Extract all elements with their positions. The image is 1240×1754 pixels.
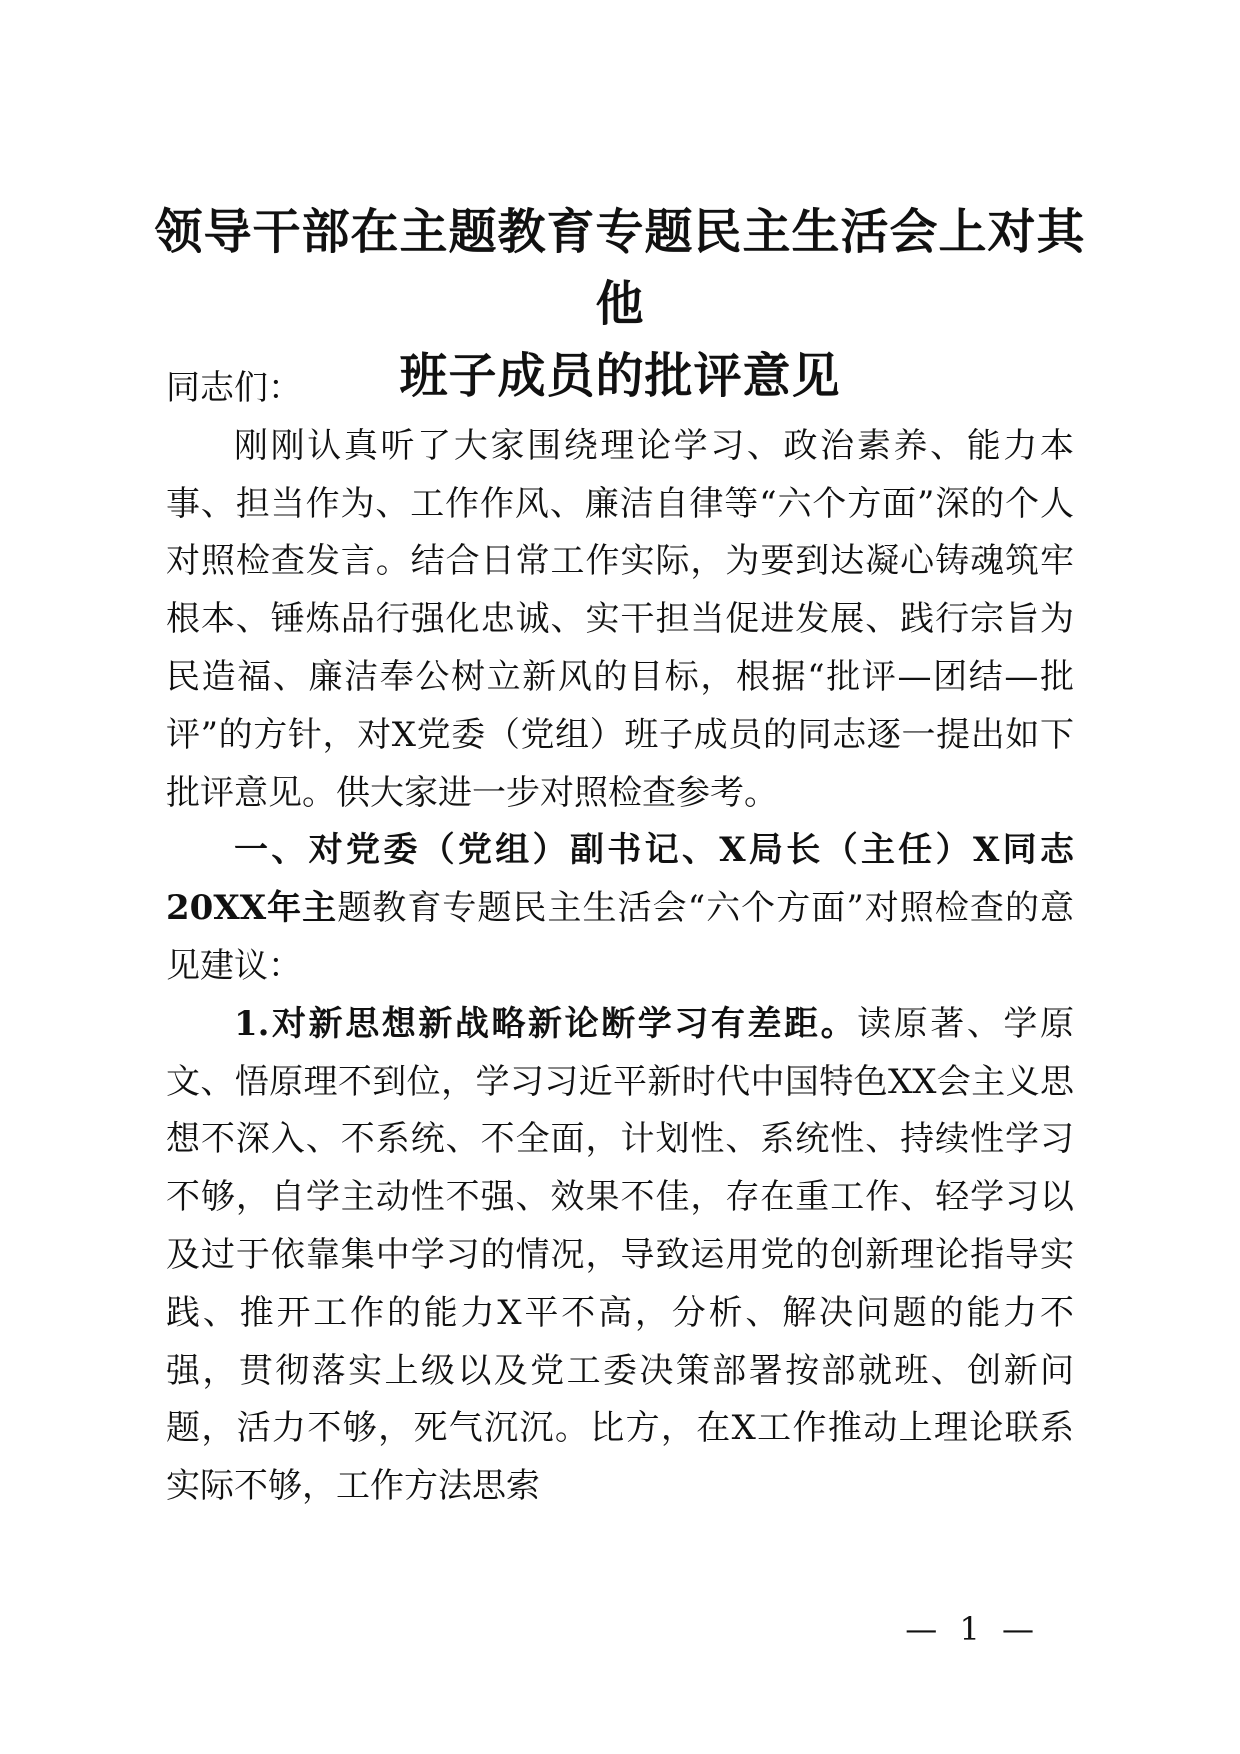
title-line-1: 领导干部在主题教育专题民主生活会上对其他 (154, 204, 1086, 332)
document-body (166, 360, 1074, 1516)
salutation: 同志们： (166, 368, 302, 408)
item-1-paragraph (166, 996, 1074, 1516)
section-1-heading (166, 822, 1074, 995)
section-1-heading-bold: 一、对党委（党组）副书记、X局长（主任）X同志20XX年主 (166, 830, 1074, 929)
section-1-heading-rest: 题教育专题民主生活会“六个方面”对照检查的意见建议： (166, 888, 1074, 986)
title-line-2: 班子成员的批评意见 (399, 348, 841, 404)
page-number: — 1 — (905, 1610, 1040, 1648)
item-1-text: 读原著、学原文、悟原理不到位，学习习近平新时代中国特色XX会主义思想不深入、不系统、不全面，计划性、系统性、持续性学习不够，自学主动性不强、效果不佳，存在重工作、轻学习以及过于依靠集中学习的情况，导致运用党的创新理论指导实践、推开工作的能力X平不高，分析、解决问题的能力不强，贯彻落实上级以及党工委决策部署按部就班、创新问题，活力不够，死气沉沉。比方，在X工作推动上理论联系实际不够，工作方法思索 (166, 1003, 1074, 1507)
item-1-heading: 1.对新思想新战略新论断学习有差距。 (234, 1003, 858, 1044)
intro-paragraph: 刚刚认真听了大家围绕理论学习、政治素养、能力本事、担当作为、工作作风、廉洁自律等“六个方面”深的个人对照检查发言。结合日常工作实际，为要到达凝心铸魂筑牢根本、锤炼品行强化忠诚、实干担当促进发展、践行宗旨为民造福、廉洁奉公树立新风的目标，根据“批评—团结—批评”的方针，对X党委（党组）班子成员的同志逐一提出如下批评意见。供大家进一步对照检查参考。 (166, 425, 1074, 813)
